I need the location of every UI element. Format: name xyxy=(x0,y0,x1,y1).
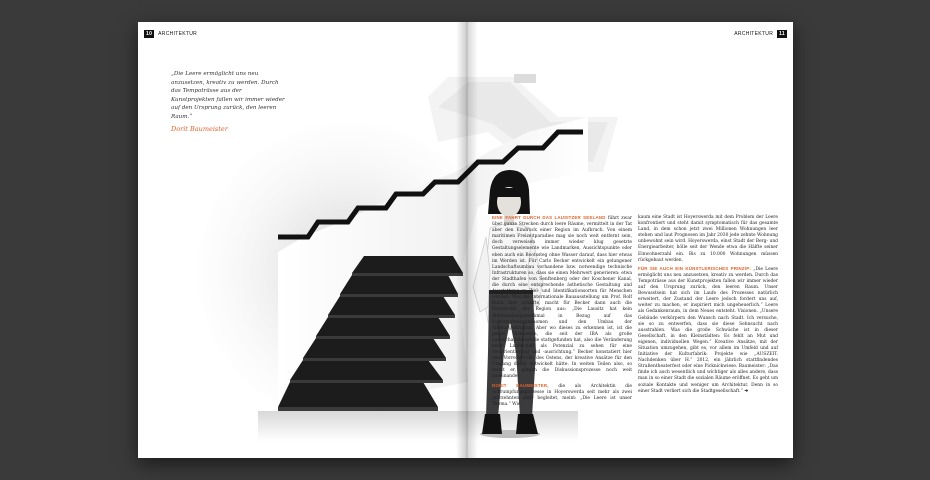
pull-quote: „Die Leere ermöglicht uns neu anzusetzen, kreativ zu werden. Durch das Tempoträsse aus der Kunstprojekten fallen wir immer wieder auf den Ursprung zurück, den leeren Raum.“ xyxy=(171,71,285,120)
paragraph-2 xyxy=(492,383,632,408)
body-text-2: die als Architektin die Schrumpfungsprozesse in Hoyerswerda seit mehr als zwei Jahrzehnten aktiv begleitet, meint: „Die Leere ist unser Thema.“ Wie xyxy=(492,383,632,407)
pull-quote-author: Dorit Baumeister xyxy=(171,125,228,133)
paragraph-4 xyxy=(638,266,778,395)
body-text-4: „Die Leere ermöglicht uns neu anzusetzen, kreativ zu werden. Durch das Tempoträsse aus der Kunstprojekten fallen wir immer wieder auf den Ursprung zurück, den leeren Raum. Unser Bewusstsein hat sich im Laufe des Prozesses natürlich erweitert, der Zustand der Leere jedoch fordert uns auf, weiter zu machen, er inspiriert mich ungeheuerlich.“ Leere als Gedankenraum, in dem Neues entsteht. Visionen. „Unsere Gebäude verkörpern den Wunsch nach Stadt. Ich versuche, sie so zu entwerfen, dass sie diese Sehnsucht nach ausstrahlen. Was die große Schwäche ist in dieser Gesellschaft, in den Kleinstädten: Es fehlt an Mut und eigenen, individuellen Wegen.“ Kreative Ansätze, mit der Situation umzugehen, gibt es, vor allem im Umfeld und auf Initiative der Kulturfabrik: Projekte wie „AUSZEIT. Nachdenken über H.“ 2012, ein jährlich stattfindendes Straßentheaterfest oder eine Picknickwiese. Baumeister: „Das finde ich auch wesentlich und wichtiger als alles andere, dass man in so einer Stadt die sozialen Räume eröffnet. Es geht um soziale Kontakte und weniger um Architektur. Denn in so einer Stadt verliert sich die Stadtgesellschaft.“ xyxy=(638,266,778,394)
article-column-1 xyxy=(492,215,632,447)
lead-in-2: DORIT BAUMEISTER, xyxy=(492,382,549,388)
end-arrow-icon: ➔ xyxy=(744,388,748,394)
article-columns xyxy=(492,215,778,447)
section-label-right: ARCHITEKTUR xyxy=(734,31,774,37)
lead-in-3: FÜR SIE AUCH EIN KÜNSTLERISCHES PRINZIP: xyxy=(638,265,752,271)
body-text-1: führt zwar über ganze Strecken durch leere Räume, vermittelt in der Tat aber den Eindruck einer Region im Aufbruch. Von einem maritimen Freizeitparadies mag sie noch weit entfernt sein, doch verweisen immer wieder klug gesetzte Gestaltungselemente wie Landmarken, Aussichtspunkte oder eben auch ein Bootssteg ohne Wasser darauf, dass hier etwas im Werden ist. Für Carlo Becker entwickelt ein gelungener Landschaftsumbau vorhandene bzw. notwendige technische Infrastrukturen so, dass sie einen Mehrwert generieren: etwa der Stadthafen von Senftenberg oder der Koschener Kanal, die durch eine entsprechende ästhetische Gestaltung und Ausstattung zu Ziel- und Identifikationsorten für Menschen werden. Was die Internationale Bauausstellung um Prof. Rolf Kuhn hier schaffte, macht für Becker dann auch die Posterrolle der Region aus: „Die Lausitz hat kein Alleinstellungsmerkmal in Bezug auf das Schrumpfungsphänomen und den Umbau der Siedlungsstruktur. Aber wo dieses zu erkennen ist, ist die ganze Diskussion, die seit der IBA als große Landschaftsbaustelle stattgefunden hat, also die Veränderung einer Landschaft als Potenzial zu sehen für eine Neuorientierung und -ausrichtung.“ Becker konstatiert hier eine Vorreiterrolle des Ostens, der kreative Ansätze für den Umgang damit entwickelt hätte. In weiten Teilen also, so meint er, gingen die Diskussionsprozesse noch weit auseinander. xyxy=(492,216,632,380)
page-number-right: 11 xyxy=(779,31,785,37)
body-text-3: kaum eine Stadt ist Hoyerswerda mit dem Problem der Leere konfrontiert und steht damit symptomatisch für das gesamte Land, in dem schon jetzt zwei Millionen Wohnungen leer stehen und laut Prognosen im Jahr 2030 jede zehnte Wohnung unbewohnt sein wird. Hoyerswerda, einst Stadt der Berg- und Energiearbeiter, hölle seit der Wende etwa die Hälfte seiner Einwohnerzahl ein. Bis zu 10.000 Wohnungen müssen rückgebaut werden. xyxy=(638,215,778,263)
paragraph-3 xyxy=(638,215,778,264)
paragraph-1 xyxy=(492,215,632,381)
page-number-left: 10 xyxy=(146,31,153,37)
section-label-left: ARCHITEKTUR xyxy=(158,31,198,37)
magazine-spread xyxy=(138,22,793,458)
lead-in-1: EINE FAHRT DURCH DAS LAUSITZER SEELAND xyxy=(492,215,606,220)
article-column-2 xyxy=(638,215,778,447)
